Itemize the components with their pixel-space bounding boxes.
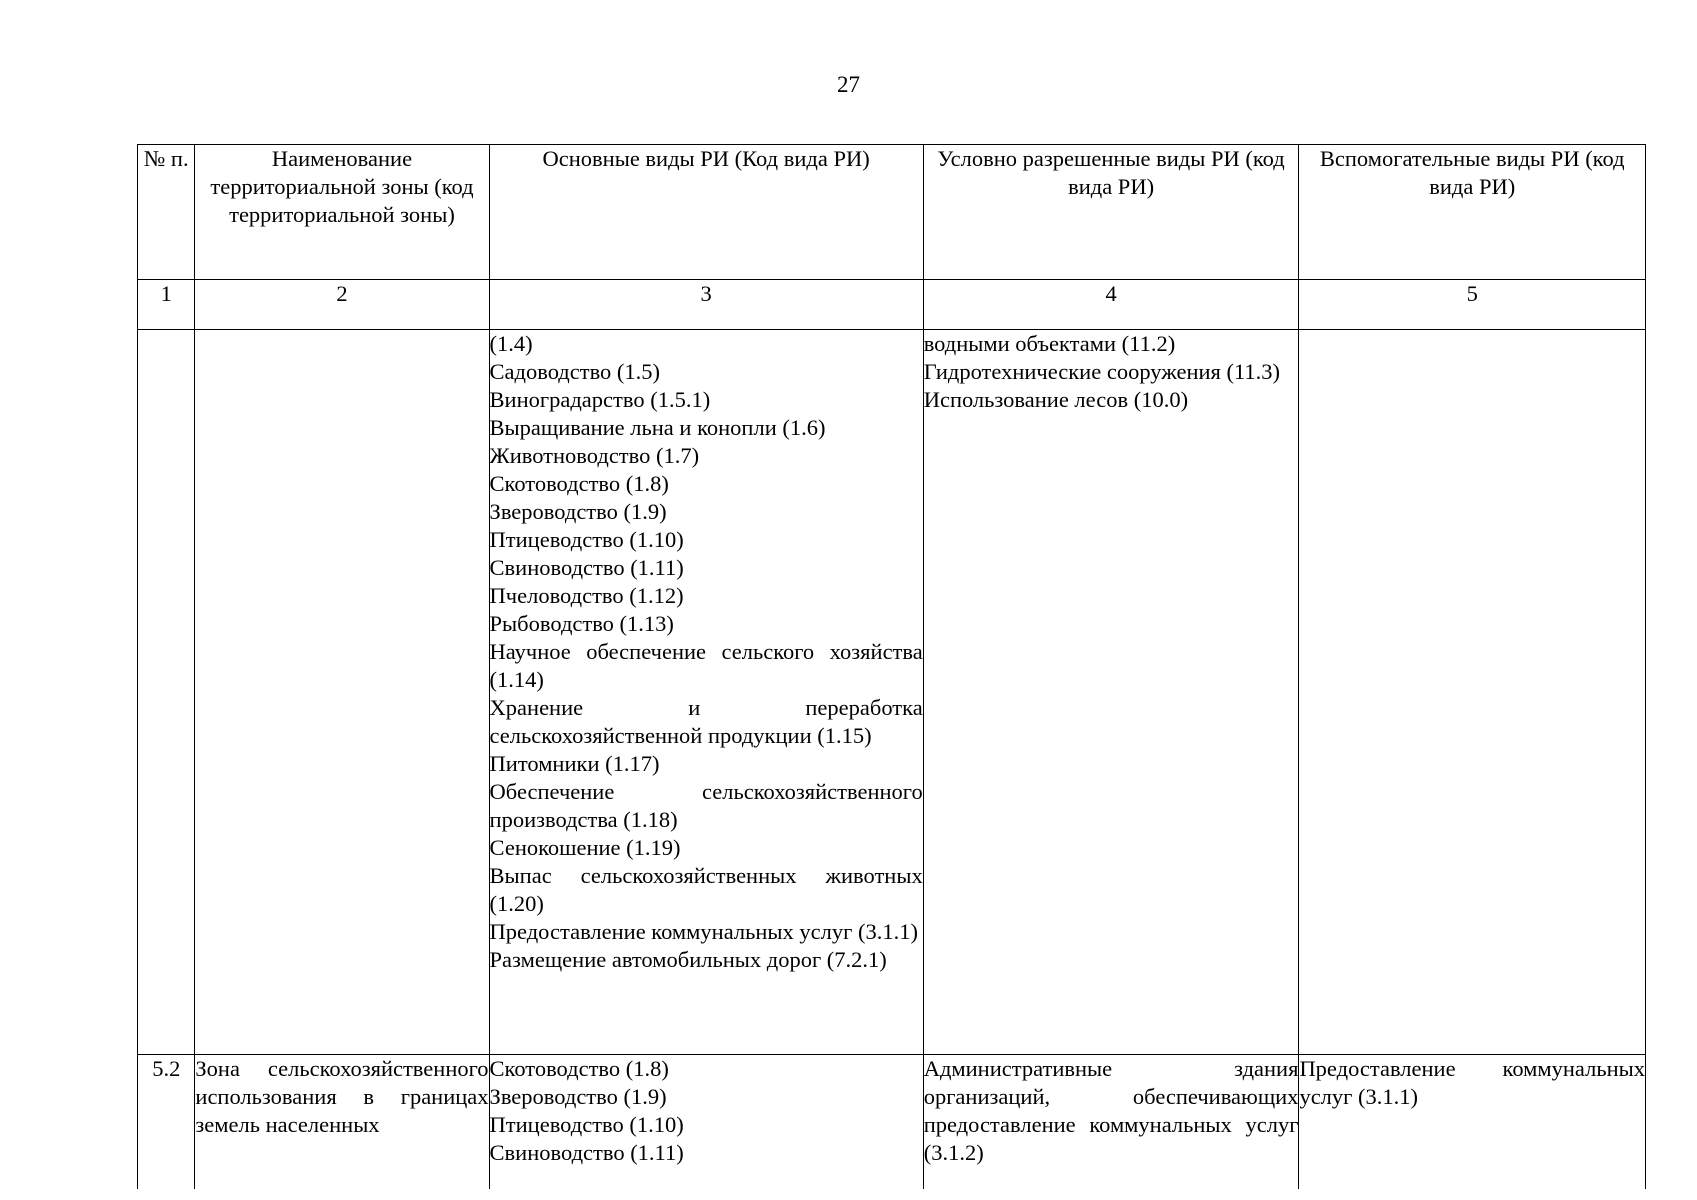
- column-number: 1: [138, 280, 195, 330]
- row-number: [138, 330, 195, 1055]
- list-item: Использование лесов (10.0): [923, 387, 1189, 412]
- list-item: Виноградарство (1.5.1): [489, 387, 711, 412]
- list-item: (1.4): [489, 331, 533, 356]
- list-item: Птицеводство (1.10): [489, 1112, 684, 1137]
- page-number: 27: [837, 72, 860, 97]
- auxiliary-types-cell: [1299, 1055, 1646, 1190]
- conditional-types-list: [924, 330, 1299, 414]
- list-item: Птицеводство (1.10): [489, 527, 684, 552]
- table-header-row: [138, 145, 1646, 280]
- table-row: [138, 1055, 1646, 1190]
- list-item: Свиноводство (1.11): [489, 555, 684, 580]
- list-item: Предоставление коммунальных услуг (3.1.1): [489, 919, 918, 944]
- list-item: Сенокошение (1.19): [489, 835, 681, 860]
- list-item: Выращивание льна и конопли (1.6): [489, 415, 826, 440]
- list-item: Предоставление коммунальных услуг (3.1.1): [1299, 1056, 1645, 1109]
- header-zone-name: Наименование территориальной зоны (код территориальной зоны): [195, 145, 489, 280]
- main-types-list: [490, 330, 923, 974]
- list-item: Гидротехнические сооружения (11.3): [923, 359, 1281, 384]
- header-auxiliary-types: Вспомогательные виды РИ (код вида РИ): [1299, 145, 1646, 280]
- list-item: Пчеловодство (1.12): [489, 583, 684, 608]
- list-item: Свиноводство (1.11): [489, 1140, 684, 1165]
- list-item: Размещение автомобильных дорог (7.2.1): [489, 947, 887, 972]
- conditional-types-cell: [923, 330, 1299, 1055]
- list-item: водными объектами (11.2): [923, 331, 1176, 356]
- main-types-list: [490, 1055, 923, 1167]
- conditional-types-cell: [923, 1055, 1299, 1190]
- list-item: Звероводство (1.9): [489, 499, 667, 524]
- main-types-cell: [489, 1055, 923, 1190]
- list-item: Скотоводство (1.8): [489, 1056, 669, 1081]
- zone-name: [195, 330, 489, 1055]
- auxiliary-types-cell: [1299, 330, 1646, 1055]
- list-item: Питомники (1.17): [489, 751, 660, 776]
- list-item: Садоводство (1.5): [489, 359, 661, 384]
- list-item: Хранение и переработка сельскохозяйственной продукции (1.15): [489, 695, 923, 748]
- column-number: 4: [923, 280, 1299, 330]
- table-row: [138, 330, 1646, 1055]
- column-number: 2: [195, 280, 489, 330]
- list-item: Звероводство (1.9): [489, 1084, 667, 1109]
- list-item: Рыбоводство (1.13): [489, 611, 674, 636]
- column-number-row: [138, 280, 1646, 330]
- list-item: Скотоводство (1.8): [489, 471, 669, 496]
- column-number: 5: [1299, 280, 1646, 330]
- zoning-table: [137, 144, 1646, 1189]
- header-number: № п.: [138, 145, 195, 280]
- zone-name: [195, 1055, 489, 1190]
- header-main-types: Основные виды РИ (Код вида РИ): [489, 145, 923, 280]
- main-types-cell: [489, 330, 923, 1055]
- conditional-types-list: [924, 1055, 1299, 1167]
- header-conditional-types: Условно разрешенные виды РИ (код вида РИ): [923, 145, 1299, 280]
- list-item: Обеспечение сельскохозяйственного производства (1.18): [489, 779, 923, 832]
- row-number: 5.2: [138, 1055, 195, 1190]
- list-item: Выпас сельскохозяйственных животных (1.20): [489, 863, 923, 916]
- list-item: Научное обеспечение сельского хозяйства (1.14): [489, 639, 923, 692]
- list-item: Животноводство (1.7): [489, 443, 700, 468]
- zone-name-text: Зона сельскохозяйственного использования в границах земель населенных: [195, 1056, 489, 1137]
- column-number: 3: [489, 280, 923, 330]
- list-item: Административные здания организаций, обеспечивающих предоставление коммунальных услуг (3.1.2): [923, 1056, 1299, 1165]
- auxiliary-types-list: [1299, 1055, 1645, 1111]
